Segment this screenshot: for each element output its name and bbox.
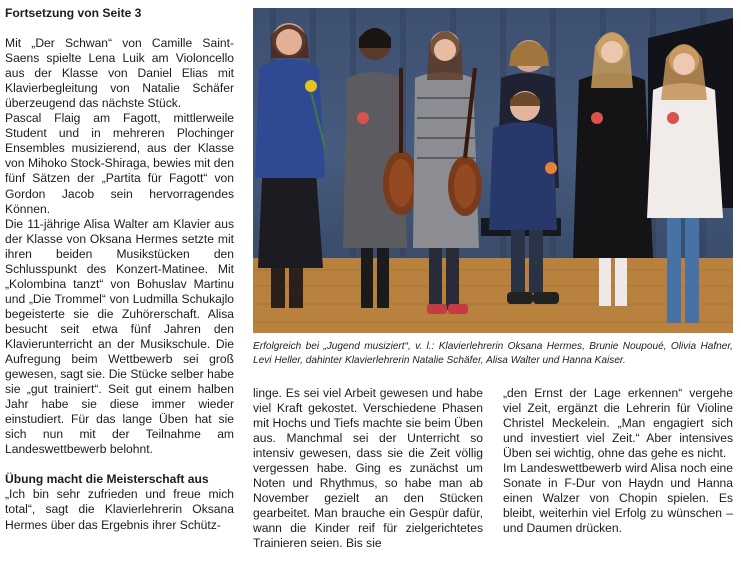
article-column-right (503, 386, 733, 536)
paragraph-alisa: Die 11-jährige Alisa Walter am Klavier aus der Klasse von Oksana Hermes setzte mit ihren beiden Musikstücken den Schlusspunkt des Konzert-Matinee. Mit „Kolombina tanzt“ von Bohuslav Martinu und „Die Trommel“ von Ludmilla Schukajlo begeisterte sie die Zuhörerschaft. Alisa besucht seit etwa fünf Jahren den Klavierunterricht an der Musikschule. Die Aufregung beim Wettbewerb sei groß gewesen, sagt sie. Die Stücke selber habe sie „gut trainiert“. Seit gut einem halben Jahr habe sie diese immer wieder einstudiert. Für das lange Üben hat sie sich nun mit der Teilnahme am Landeswettbewerb belohnt. (5, 216, 234, 457)
section-subheading: Übung macht die Meisterschaft aus (5, 472, 209, 487)
group-photo-illustration (253, 8, 733, 333)
group-photo (253, 8, 733, 333)
paragraph-hermes-quote: „Ich bin sehr zufrieden und freue mich total“, sagt die Klavierlehrerin Oksana Hermes über das Ergebnis ihrer Schütz- (5, 487, 234, 532)
photo-caption: Erfolgreich bei „Jugend musiziert“, v. l.: Klavierlehrerin Oksana Hermes, Brunie Noupoué, Olivia Hafner, Levi Heller, dahinter Klavierlehrerin Natalie Schäfer, Alisa Walter und Hanna Kaiser. (253, 341, 733, 366)
paragraph-continuation: linge. Es sei viel Arbeit gewesen und habe viel Kraft gekostet. Verschiedene Phasen mit Hochs und Tiefs machte sie beim Üben aus. Manchmal sei der Unterricht so intensiv gewesen, dass sie die Zeit völlig vergessen habe. Ging es zunächst um Noten und Rhythmus, so habe man ab November gezielt an den Stücken gearbeitet. Man brauche ein Gespür dafür, wann die Kinder reif für zielgerichtetes Trainieren seien. Bis sie (253, 386, 483, 551)
paragraph-fagott: Pascal Flaig am Fagott, mittlerweile Student und in mehreren Plochinger Ensembles musizierend, aus der Klasse von Mihoko Stock-Shiraga, bewies mit den fünf Sätzen der „Partita für Fagott“ von Gordon Jacob sein hervorragendes Können. (5, 111, 234, 216)
paragraph-schwan: Mit „Der Schwan“ von Camille Saint-Saens spielte Lena Luik am Violoncello aus der Klasse von Daniel Elias mit Klavierbegleitung von Natalie Schäfer überzeugend das nächste Stück. (5, 36, 234, 111)
paragraph-landeswettbewerb: Im Landeswettbewerb wird Alisa noch eine Sonate in F-Dur von Haydn und Hanna einen Walzer von Chopin spielen. Es bleibt, weiterhin viel Erfolg zu wünschen – und Daumen drücken. (503, 461, 733, 536)
article-column-middle (253, 386, 483, 552)
article-column-left (5, 6, 234, 533)
paragraph-meckelein: „den Ernst der Lage erkennen“ vergehe viel Zeit, ergänzt die Lehrerin für Violine Christel Meckelein. „Man engagiert sich und investiert viel Zeit.“ Aber intensives Üben sei wichtig, ohne das gehe es nicht. (503, 386, 733, 461)
continuation-heading: Fortsetzung von Seite 3 (5, 6, 142, 20)
